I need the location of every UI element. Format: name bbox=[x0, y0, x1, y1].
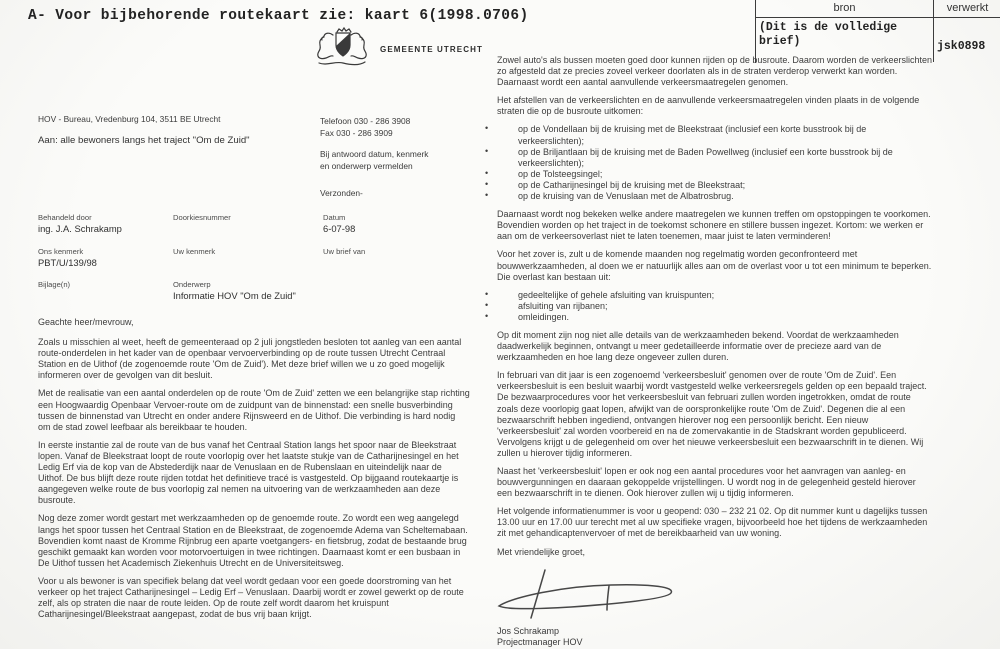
letterhead-left bbox=[38, 114, 250, 146]
datum-value: 6-07-98 bbox=[323, 223, 356, 234]
paragraph: Het afstellen van de verkeerslichten en de aanvullende verkeersmaatregelen vinden plaats in de volgende straten die op de busroute uitkomen: bbox=[497, 95, 920, 117]
table-cell-verwerkt: jsk0898 bbox=[937, 40, 986, 53]
overlast-bullet-list bbox=[497, 290, 933, 323]
right-intro-paragraphs bbox=[497, 55, 933, 117]
letter-body-left-column bbox=[38, 317, 470, 627]
salutation: Geachte heer/mevrouw, bbox=[38, 317, 134, 327]
onderwerp-label: Onderwerp bbox=[173, 280, 211, 289]
ons-kenmerk-value: PBT/U/139/98 bbox=[38, 257, 97, 268]
signer-name: Jos Schrakamp bbox=[497, 625, 560, 636]
telefoon-line: Telefoon 030 - 286 3908 bbox=[320, 116, 411, 126]
reply-note-line1: Bij antwoord datum, kenmerk bbox=[320, 149, 429, 159]
doorkiesnummer-label: Doorkiesnummer bbox=[173, 213, 231, 222]
signature-block bbox=[493, 564, 933, 622]
paragraph: Daarnaast wordt nog bekeken welke andere maatregelen we kunnen treffen om opstoppingen te voorkomen. Bovendien worden op het traject in de toekomst schonere en stillere bussen ingezet. Kortom: we werken er aan om de verkeersoverlast niet te laten toenemen, maar juist te laten verminderen! bbox=[497, 209, 931, 242]
paragraph: Zoals u misschien al weet, heeft de gemeenteraad op 2 juli jongstleden besloten tot aanleg van een aantal route-onderdelen in het kader van de openbaar vervoerverbinding op de route tussen Utrecht Centraal Station en de Uithof (de zogenoemde route 'Om de Zuid'). Met deze brief willen we u zo goed mogelijk informeren over de gevolgen van dit besluit. bbox=[38, 337, 462, 381]
behandeld-door-value: ing. J.A. Schrakamp bbox=[38, 223, 122, 234]
paragraph: Het volgende informatienummer is voor u geopend: 030 – 232 21 02. Op dit nummer kunt u dagelijks tussen 13.00 uur en 17.00 uur terecht met al uw specifieke vragen, bijvoorbeeld hoe het tijdens de werkzaamheden zit met gehandicaptenvervoer of met de bereikbaarheid van uw woning. bbox=[497, 506, 928, 539]
uw-kenmerk-label: Uw kenmerk bbox=[173, 247, 216, 256]
bullet-item: • op de Briljantlaan bij de kruising met de Baden Powellweg (inclusief een korte busstrook bij de verkeerslichten); bbox=[497, 147, 933, 169]
signer-title: Projectmanager HOV bbox=[497, 637, 583, 648]
paragraph: Zowel auto's als bussen moeten goed door kunnen rijden op de busroute. Daarom worden de verkeerslichten zo afgesteld dat ze precies zoveel verkeer doorlaten als in de straten verderop verwerkt kan worden. Daarnaast wordt een aantal aanvullende verkeersmaatregelen genomen. bbox=[497, 55, 932, 88]
letterhead-right bbox=[320, 116, 500, 200]
paragraph: Voor het zover is, zult u de komende maanden nog regelmatig worden geconfronteerd met bouwwerkzaamheden, al doen we er natuurlijk alles aan om de overlast voor u tot een minimum te beperken. Die overlast kan bestaan uit: bbox=[497, 249, 932, 282]
right-mid-paragraphs bbox=[497, 209, 933, 283]
bureau-address-line: HOV - Bureau, Vredenburg 104, 3511 BE Utrecht bbox=[38, 114, 221, 124]
letter-meta-grid bbox=[38, 213, 478, 313]
paragraph: Met de realisatie van een aantal onderdelen op de route 'Om de Zuid' zetten we een belangrijke stap richting een Hoogwaardig Openbaar Vervoer-route om de zuidpunt van de binnenstad: een snelle busverbinding tussen de binnenstad van Utrecht en onder andere Rijnsweerd en de Uithof. Die verbinding is hard nodig om de stad zowel leefbaar als bereikbaar te houden. bbox=[38, 388, 470, 432]
ons-kenmerk-label: Ons kenmerk bbox=[38, 247, 84, 256]
gemeente-utrecht-crest-icon bbox=[311, 25, 373, 69]
bullet-item: • omleidingen. bbox=[497, 312, 933, 323]
left-paragraphs bbox=[38, 337, 470, 620]
registration-table-header-row bbox=[756, 0, 1000, 18]
bijlagen-label: Bijlage(n) bbox=[38, 280, 71, 289]
right-info-paragraphs bbox=[497, 330, 933, 540]
bullet-item: • op de kruising van de Venuslaan met de Albatrosbrug. bbox=[497, 191, 933, 202]
typewritten-route-note: A- Voor bijbehorende routekaart zie: kaart 6(1998.0706) bbox=[28, 8, 529, 24]
closing-line: Met vriendelijke groet, bbox=[497, 546, 586, 557]
datum-label: Datum bbox=[323, 213, 346, 222]
bullet-item: • op de Catharijnesingel bij de kruising met de Bleekstraat; bbox=[497, 180, 933, 191]
letterhead-logo bbox=[311, 25, 483, 69]
street-bullet-list bbox=[497, 124, 933, 202]
paragraph: Nog deze zomer wordt gestart met werkzaamheden op de genoemde route. Zo wordt een weg aangelegd langs het spoor tussen het Centraal Station en de Bleekstraat, de zogenoemde Adema van Scheltemabaan. Bovendien komt naast de Kromme Rijnbrug een aparte voetgangers- en fietsbrug, zodat de bestaande brug geschikt gemaakt kan worden voor motorvoertuigen in twee richtingen. Daarnaast komt er een busbaan in De Uithof tussen het Academisch Ziekenhuis Utrecht en de Universiteitsweg. bbox=[38, 513, 468, 568]
paragraph: In februari van dit jaar is een zogenoemd 'verkeersbesluit' genomen over de route 'Om de Zuid'. Een verkeersbesluit is een besluit waarbij wordt vastgesteld welke verkeersregels gelden op een bepaald traject. De bezwaarprocedures voor het verkeersbesluit van februari zullen worden ingetrokken, omdat de route zoals deze voorlopig gaat lopen, afwijkt van de oorspronkelijke route 'Om de Zuid'. Degenen die al een bezwaarschrift hebben ingediend, ontvangen hierover nog een persoonlijk bericht. Een nieuw 'verkeersbesluit' zal worden voorbereid en na de zomervakantie in de Stadskrant worden gepubliceerd. Vervolgens krijgt u de gelegenheid om over het nieuwe verkeersbesluit een bezwaarschrift in te dienen. Wij zullen u hierover tijdig informeren. bbox=[497, 370, 927, 458]
table-header-bron: bron bbox=[756, 0, 934, 17]
verzonden-label: Verzonden- bbox=[320, 188, 363, 198]
paragraph: In eerste instantie zal de route van de bus vanaf het Centraal Station langs het spoor naar de Bleekstraat lopen. Vanaf de Bleekstraat loopt de route voorlopig over het laatste stukje van de Catharijnesingel en het Ledig Erf via de kop van de Abstederdijk naar de Venuslaan en de Rubenslaan en uiteindelijk naar de Uithof. De bus blijft deze route rijden totdat het definitieve tracé is vastgesteld. Op bijgaand routekaartje is aangegeven welke route de bus voorlopig zal nemen na uitvoering van de werkzaamheden aan deze busroute. bbox=[38, 439, 459, 506]
behandeld-door-label: Behandeld door bbox=[38, 213, 92, 222]
bullet-item: • op de Tolsteegsingel; bbox=[497, 169, 933, 180]
org-name: GEMEENTE UTRECHT bbox=[380, 44, 483, 54]
bullet-item: • afsluiting van rijbanen; bbox=[497, 301, 933, 312]
signature-icon bbox=[493, 564, 693, 622]
onderwerp-value: Informatie HOV "Om de Zuid" bbox=[173, 290, 296, 301]
reply-note-line2: en onderwerp vermelden bbox=[320, 160, 413, 171]
letter-body-right-column bbox=[497, 55, 933, 649]
uw-brief-van-label: Uw brief van bbox=[323, 247, 366, 256]
paragraph: Voor u als bewoner is van specifiek belang dat veel wordt gedaan voor een goede doorstroming van het verkeer op het traject Catharijnesingel – Ledig Erf – Venuslaan. Daarbij wordt er zowel gewerkt op de route zelf, als op straten die naar de route leiden. Op de route zelf wordt daarom het kruispunt Catharijnesingel/Bleekstraat aangepast, zodat de bus vrij baan krijgt. bbox=[38, 575, 464, 620]
table-cell-bron: (Dit is de volledige brief) bbox=[756, 18, 934, 62]
paragraph: Naast het 'verkeersbesluit' lopen er ook nog een aantal procedures voor het aanvragen van aanleg- en bouwvergunningen en daaraan gekoppelde vrijstellingen. U wordt nog in de gelegenheid gesteld hierover een bezwaarschrift in te dienen. Ook hierover zullen wij u tijdig informeren. bbox=[497, 466, 916, 499]
bullet-item: • op de Vondellaan bij de kruising met de Bleekstraat (inclusief een korte busstrook bij de verkeerslichten); bbox=[497, 124, 933, 146]
addressee-line: Aan: alle bewoners langs het traject "Om de Zuid" bbox=[38, 135, 250, 146]
paragraph: Op dit moment zijn nog niet alle details van de werkzaamheden bekend. Voordat de werkzaamheden daadwerkelijk beginnen, ontvangt u meer gedetailleerde informatie over de precieze aard van de werkzaamheden en hoe lang deze ongeveer zullen duren. bbox=[497, 329, 899, 363]
fax-line: Fax 030 - 286 3909 bbox=[320, 127, 393, 138]
bullet-item: • gedeeltelijke of gehele afsluiting van kruispunten; bbox=[497, 290, 933, 301]
registration-table bbox=[755, 0, 1000, 63]
table-header-verwerkt: verwerkt bbox=[946, 2, 989, 14]
